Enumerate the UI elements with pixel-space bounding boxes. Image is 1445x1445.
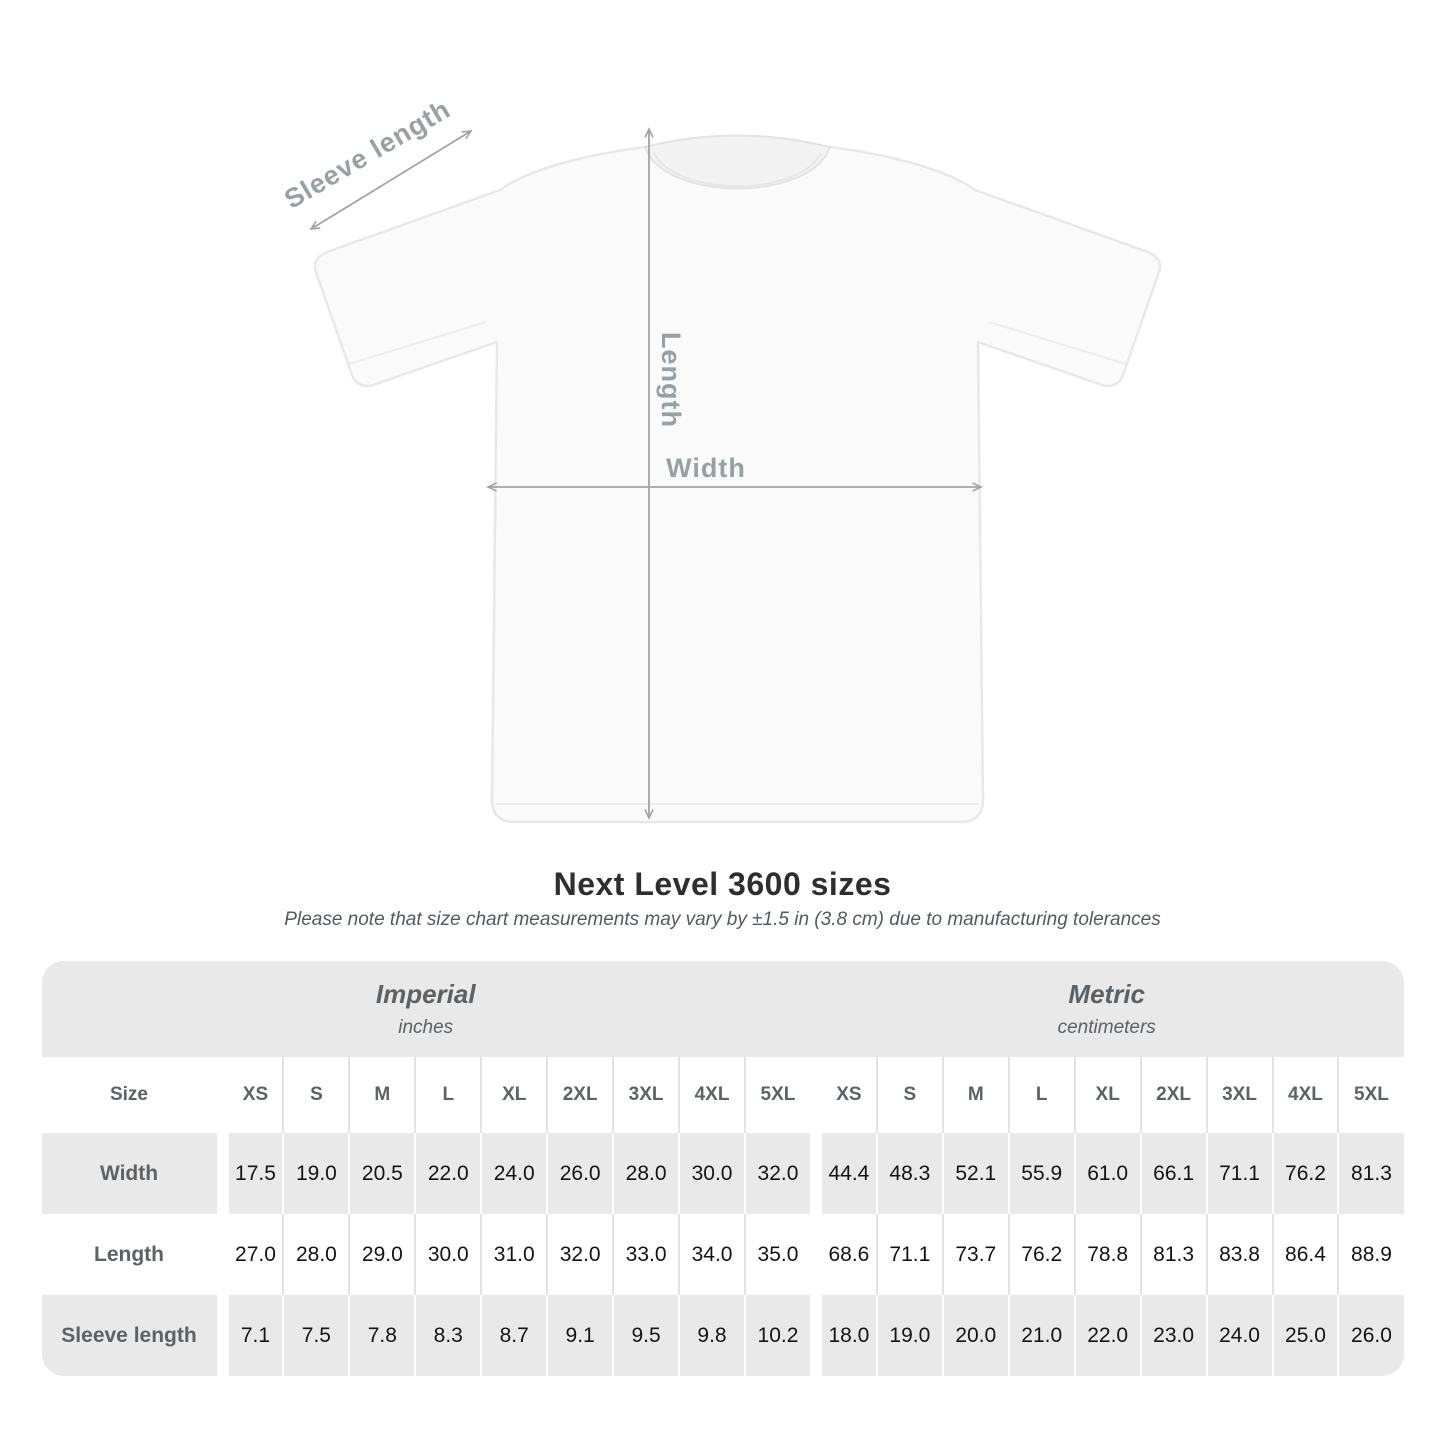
length-metric-m: 73.7 bbox=[942, 1214, 1008, 1295]
metric-label: Metric bbox=[1068, 979, 1145, 1009]
width-imperial-l: 22.0 bbox=[414, 1133, 480, 1214]
imperial-size-5xl: 5XL bbox=[744, 1057, 810, 1133]
metric-size-l: L bbox=[1008, 1057, 1074, 1133]
width-imperial-5xl: 32.0 bbox=[744, 1133, 810, 1214]
length-imperial-s: 28.0 bbox=[282, 1214, 348, 1295]
metric-size-s: S bbox=[876, 1057, 942, 1133]
chart-title: Next Level 3600 sizes bbox=[553, 866, 892, 902]
size-corner-label: Size bbox=[42, 1057, 217, 1133]
width-metric-3xl: 71.1 bbox=[1206, 1133, 1272, 1214]
width-imperial-xs: 17.5 bbox=[217, 1133, 283, 1214]
sleeve-imperial-s: 7.5 bbox=[282, 1295, 348, 1376]
length-metric-l: 76.2 bbox=[1008, 1214, 1074, 1295]
sleeve-imperial-2xl: 9.1 bbox=[546, 1295, 612, 1376]
width-imperial-m: 20.5 bbox=[348, 1133, 414, 1214]
length-imperial-l: 30.0 bbox=[414, 1214, 480, 1295]
length-imperial-m: 29.0 bbox=[348, 1214, 414, 1295]
sleeve-metric-4xl: 25.0 bbox=[1272, 1295, 1338, 1376]
width-metric-m: 52.1 bbox=[942, 1133, 1008, 1214]
sleeve-length-row bbox=[42, 1295, 1404, 1376]
metric-size-5xl: 5XL bbox=[1337, 1057, 1403, 1133]
length-imperial-4xl: 34.0 bbox=[678, 1214, 744, 1295]
length-metric-4xl: 86.4 bbox=[1272, 1214, 1338, 1295]
metric-size-3xl: 3XL bbox=[1206, 1057, 1272, 1133]
imperial-size-xs: XS bbox=[217, 1057, 283, 1133]
width-label: Width bbox=[666, 453, 746, 483]
length-imperial-xl: 31.0 bbox=[480, 1214, 546, 1295]
tolerance-note: Please note that size chart measurements may vary by ±1.5 in (3.8 cm) due to manufacturing tolerances bbox=[284, 909, 1161, 930]
size-table bbox=[42, 961, 1404, 1376]
sleeve-imperial-l: 8.3 bbox=[414, 1295, 480, 1376]
width-imperial-s: 19.0 bbox=[282, 1133, 348, 1214]
width-imperial-4xl: 30.0 bbox=[678, 1133, 744, 1214]
length-imperial-xs: 27.0 bbox=[217, 1214, 283, 1295]
width-imperial-3xl: 28.0 bbox=[612, 1133, 678, 1214]
imperial-header bbox=[42, 961, 810, 1057]
width-metric-5xl: 81.3 bbox=[1337, 1133, 1403, 1214]
sleeve-metric-5xl: 26.0 bbox=[1337, 1295, 1403, 1376]
sleeve-length-label: Sleeve length bbox=[279, 93, 456, 215]
metric-unit: centimeters bbox=[1057, 1017, 1156, 1038]
width-metric-l: 55.9 bbox=[1008, 1133, 1074, 1214]
imperial-size-4xl: 4XL bbox=[678, 1057, 744, 1133]
metric-size-xs: XS bbox=[810, 1057, 876, 1133]
width-metric-s: 48.3 bbox=[876, 1133, 942, 1214]
imperial-label: Imperial bbox=[375, 979, 476, 1009]
sleeve-imperial-xs: 7.1 bbox=[217, 1295, 283, 1376]
sleeve-metric-xl: 22.0 bbox=[1074, 1295, 1140, 1376]
imperial-size-2xl: 2XL bbox=[546, 1057, 612, 1133]
unit-header-row bbox=[42, 961, 1404, 1057]
metric-size-4xl: 4XL bbox=[1272, 1057, 1338, 1133]
sleeve-row-label: Sleeve length bbox=[42, 1295, 217, 1376]
length-metric-5xl: 88.9 bbox=[1337, 1214, 1403, 1295]
length-metric-2xl: 81.3 bbox=[1140, 1214, 1206, 1295]
length-imperial-3xl: 33.0 bbox=[612, 1214, 678, 1295]
width-metric-xl: 61.0 bbox=[1074, 1133, 1140, 1214]
length-metric-xs: 68.6 bbox=[810, 1214, 876, 1295]
imperial-size-l: L bbox=[414, 1057, 480, 1133]
sleeve-metric-s: 19.0 bbox=[876, 1295, 942, 1376]
sleeve-imperial-xl: 8.7 bbox=[480, 1295, 546, 1376]
metric-size-xl: XL bbox=[1074, 1057, 1140, 1133]
length-imperial-2xl: 32.0 bbox=[546, 1214, 612, 1295]
imperial-size-m: M bbox=[348, 1057, 414, 1133]
metric-header bbox=[810, 961, 1404, 1057]
imperial-size-xl: XL bbox=[480, 1057, 546, 1133]
width-metric-xs: 44.4 bbox=[810, 1133, 876, 1214]
width-metric-2xl: 66.1 bbox=[1140, 1133, 1206, 1214]
metric-size-m: M bbox=[942, 1057, 1008, 1133]
imperial-unit: inches bbox=[398, 1017, 454, 1038]
width-imperial-xl: 24.0 bbox=[480, 1133, 546, 1214]
sleeve-metric-m: 20.0 bbox=[942, 1295, 1008, 1376]
imperial-size-3xl: 3XL bbox=[612, 1057, 678, 1133]
length-metric-3xl: 83.8 bbox=[1206, 1214, 1272, 1295]
sleeve-imperial-5xl: 10.2 bbox=[744, 1295, 810, 1376]
width-row bbox=[42, 1133, 1404, 1214]
width-row-label: Width bbox=[42, 1133, 217, 1214]
imperial-size-s: S bbox=[282, 1057, 348, 1133]
tshirt-body bbox=[315, 147, 1160, 822]
length-metric-s: 71.1 bbox=[876, 1214, 942, 1295]
width-metric-4xl: 76.2 bbox=[1272, 1133, 1338, 1214]
metric-size-2xl: 2XL bbox=[1140, 1057, 1206, 1133]
sleeve-metric-xs: 18.0 bbox=[810, 1295, 876, 1376]
length-metric-xl: 78.8 bbox=[1074, 1214, 1140, 1295]
length-row-label: Length bbox=[42, 1214, 217, 1295]
sleeve-imperial-m: 7.8 bbox=[348, 1295, 414, 1376]
length-row bbox=[42, 1214, 1404, 1295]
sleeve-metric-3xl: 24.0 bbox=[1206, 1295, 1272, 1376]
width-imperial-2xl: 26.0 bbox=[546, 1133, 612, 1214]
sleeve-imperial-3xl: 9.5 bbox=[612, 1295, 678, 1376]
sleeve-metric-l: 21.0 bbox=[1008, 1295, 1074, 1376]
sleeve-metric-2xl: 23.0 bbox=[1140, 1295, 1206, 1376]
length-imperial-5xl: 35.0 bbox=[744, 1214, 810, 1295]
size-header-row bbox=[42, 1057, 1404, 1133]
sleeve-imperial-4xl: 9.8 bbox=[678, 1295, 744, 1376]
length-label: Length bbox=[656, 332, 686, 428]
